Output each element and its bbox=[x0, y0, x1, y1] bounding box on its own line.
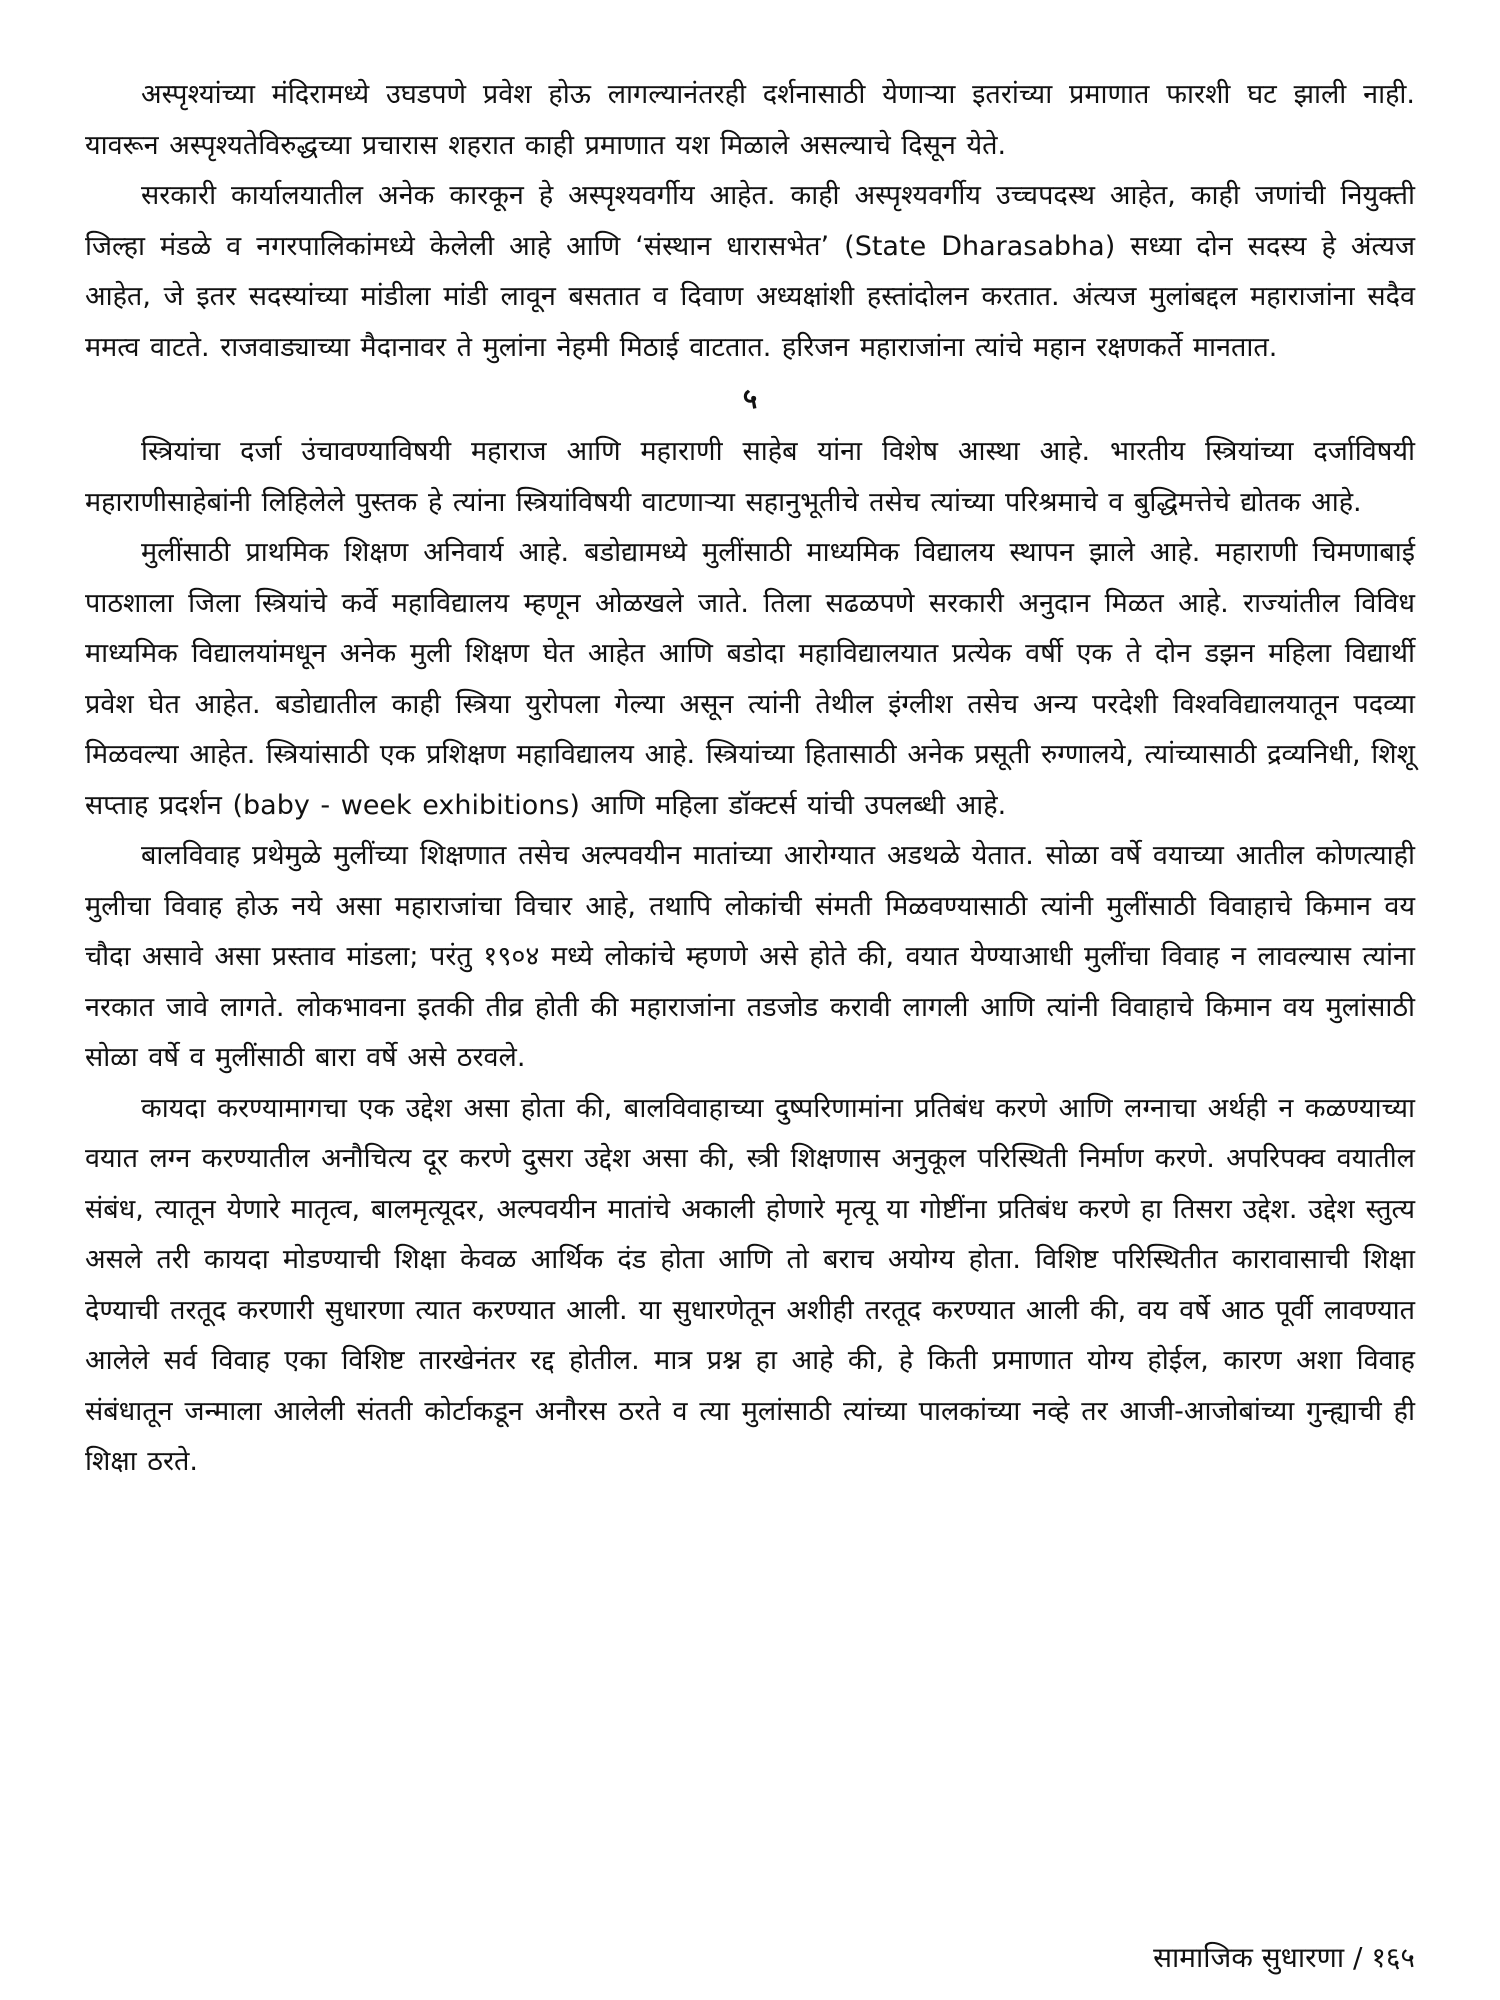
paragraph-government-offices: सरकारी कार्यालयातील अनेक कारकून हे अस्पृश्यवर्गीय आहेत. काही अस्पृश्यवर्गीय उच्चपदस्थ आहेत, काही जणांची नियुक्ती जिल्हा मंडळे व नगरपालिकांमध्ये केलेली आहे आणि ‘संस्थान धारासभेत’ (State Dharasabha) सध्या दोन सदस्य हे अंत्यज आहेत, जे इतर सदस्यांच्या मांडीला मांडी लावून बसतात व दिवाण अध्यक्षांशी हस्तांदोलन करतात. अंत्यज मुलांबद्दल महाराजांना सदैव ममत्व वाटते. राजवाड्याच्या मैदानावर ते मुलांना नेहमी मिठाई वाटतात. हरिजन महाराजांना त्यांचे महान रक्षणकर्ते मानतात. bbox=[85, 180, 1416, 363]
page-footer: सामाजिक सुधारणा / १६५ bbox=[1153, 1941, 1415, 1974]
paragraph-law-purpose: कायदा करण्यामागचा एक उद्देश असा होता की, बालविवाहाच्या दुष्परिणामांना प्रतिबंध करणे आणि लग्नाचा अर्थही न कळण्याच्या वयात लग्न करण्यातील अनौचित्य दूर करणे दुसरा उद्देश असा की, स्त्री शिक्षणास अनुकूल परिस्थिती निर्माण करणे. अपरिपक्व वयातील संबंध, त्यातून येणारे मातृत्व, बालमृत्यूदर, अल्पवयीन मातांचे अकाली होणारे मृत्यू या गोष्टींना प्रतिबंध करणे हा तिसरा उद्देश. उद्देश स्तुत्य असले तरी कायदा मोडण्याची शिक्षा केवळ आर्थिक दंड होता आणि तो बराच अयोग्य होता. विशिष्ट परिस्थितीत कारावासाची शिक्षा देण्याची तरतूद करणारी सुधारणा त्यात करण्यात आली. या सुधारणेतून अशीही तरतूद करण्यात आली की, वय वर्षे आठ पूर्वी लावण्यात आलेले सर्व विवाह एका विशिष्ट तारखेनंतर रद्द होतील. मात्र प्रश्न हा आहे की, हे किती प्रमाणात योग्य होईल, कारण अशा विवाह संबंधातून जन्माला आलेली संतती कोर्टाकडून अनौरस ठरते व त्या मुलांसाठी त्यांच्या पालकांच्या नव्हे तर आजी-आजोबांच्या गुन्ह्याची ही शिक्षा ठरते. bbox=[85, 1092, 1415, 1477]
paragraph-girls-education: मुलींसाठी प्राथमिक शिक्षण अनिवार्य आहे. बडोद्यामध्ये मुलींसाठी माध्यमिक विद्यालय स्थापन झाले आहे. महाराणी चिमणाबाई पाठशाला जिला स्त्रियांचे कर्वे महाविद्यालय म्हणून ओळखले जाते. तिला सढळपणे सरकारी अनुदान मिळत आहे. राज्यांतील विविध माध्यमिक विद्यालयांमधून अनेक मुली शिक्षण घेत आहेत आणि बडोदा महाविद्यालयात प्रत्येक वर्षी एक ते दोन डझन महिला विद्यार्थी प्रवेश घेत आहेत. बडोद्यातील काही स्त्रिया युरोपला गेल्या असून त्यांनी तेथील इंग्लीश तसेच अन्य परदेशी विश्वविद्यालयातून पदव्या मिळवल्या आहेत. स्त्रियांसाठी एक प्रशिक्षण महाविद्यालय आहे. स्त्रियांच्या हितासाठी अनेक प्रसूती रुग्णालये, त्यांच्यासाठी द्रव्यनिधी, शिशू सप्ताह प्रदर्शन (baby - week exhibitions) आणि महिला डॉक्टर्स यांची उपलब्धी आहे. bbox=[85, 537, 1415, 821]
paragraph-women-status: स्त्रियांचा दर्जा उंचावण्याविषयी महाराज आणि महाराणी साहेब यांना विशेष आस्था आहे. भारतीय स्त्रियांच्या दर्जाविषयी महाराणीसाहेबांनी लिहिलेले पुस्तक हे त्यांना स्त्रियांविषयी वाटणाऱ्या सहानुभूतीचे तसेच त्यांच्या परिश्रमाचे व बुद्धिमत्तेचे द्योतक आहे. bbox=[85, 436, 1415, 518]
section-number: ५ bbox=[742, 382, 758, 415]
paragraph-child-marriage: बालविवाह प्रथेमुळे मुलींच्या शिक्षणात तसेच अल्पवयीन मातांच्या आरोग्यात अडथळे येतात. सोळा वर्षे वयाच्या आतील कोणत्याही मुलीचा विवाह होऊ नये असा महाराजांचा विचार आहे, तथापि लोकांची संमती मिळवण्यासाठी त्यांनी मुलींसाठी विवाहाचे किमान वय चौदा असावे असा प्रस्ताव मांडला; परंतु १९०४ मध्ये लोकांचे म्हणणे असे होते की, वयात येण्याआधी मुलींचा विवाह न लावल्यास त्यांना नरकात जावे लागते. लोकभावना इतकी तीव्र होती की महाराजांना तडजोड करावी लागली आणि त्यांनी विवाहाचे किमान वय मुलांसाठी सोळा वर्षे व मुलींसाठी बारा वर्षे असे ठरवले. bbox=[85, 840, 1415, 1073]
paragraph-temple-entry: अस्पृश्यांच्या मंदिरामध्ये उघडपणे प्रवेश होऊ लागल्यानंतरही दर्शनासाठी येणाऱ्या इतरांच्या प्रमाणात फारशी घट झाली नाही. यावरून अस्पृश्यतेविरुद्धच्या प्रचारास शहरात काही प्रमाणात यश मिळाले असल्याचे दिसून येते. bbox=[85, 79, 1415, 161]
